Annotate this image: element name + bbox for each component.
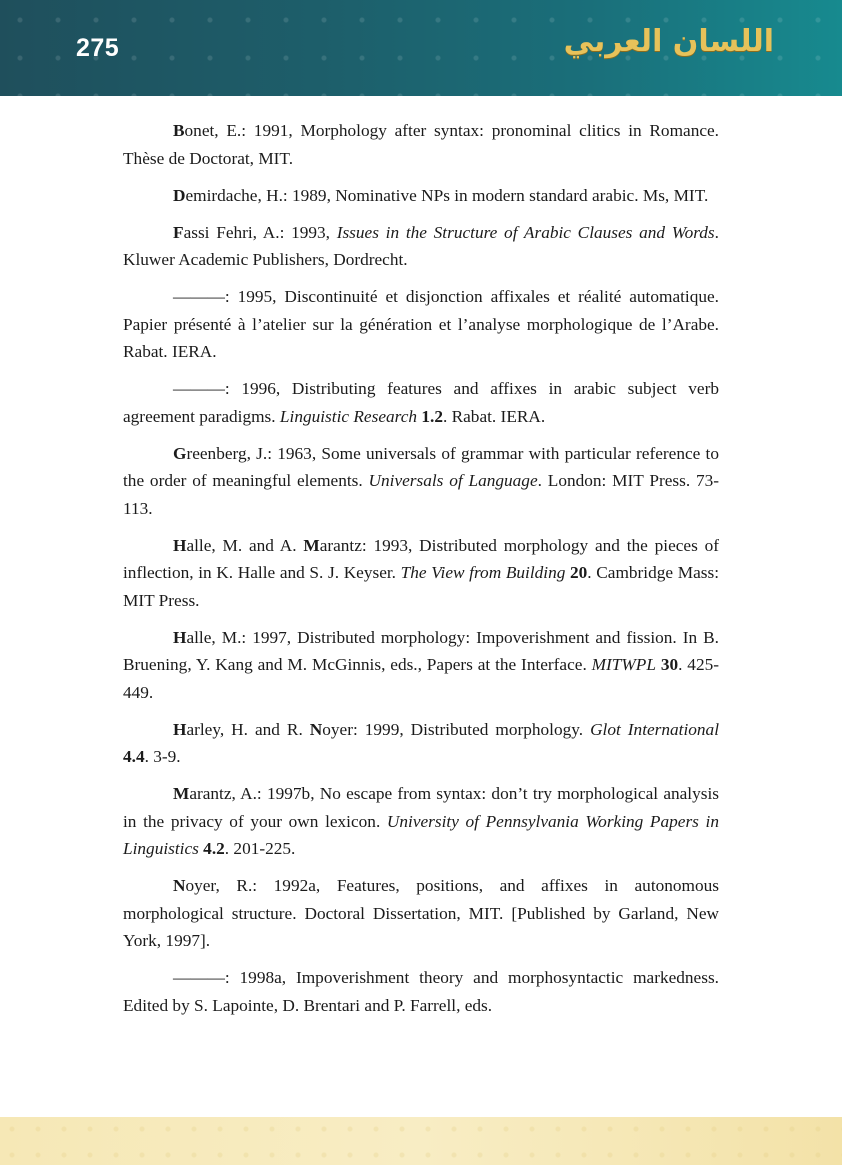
footer-pattern [0, 1117, 842, 1165]
page-footer [0, 1117, 842, 1165]
page-header [0, 0, 842, 96]
reference-entry: Harley, H. and R. Noyer: 1999, Distributed morphology. Glot International 4.4. 3-9. [123, 719, 719, 766]
journal-logo: اللسان العربي [563, 24, 774, 59]
references-list [123, 117, 719, 1029]
reference-entry: Marantz, A.: 1997b, No escape from syntax: don’t try morphological analysis in the privacy of your own lexicon. University of Pennsylvania Working Papers in Linguistics 4.2. 201-225. [123, 784, 719, 858]
reference-entry: Bonet, E.: 1991, Morphology after syntax: pronominal clitics in Romance. Thèse de Doctorat, MIT. [123, 121, 719, 168]
reference-entry: Halle, M. and A. Marantz: 1993, Distributed morphology and the pieces of inflection, in K. Halle and S. J. Keyser. The View from Building 20. Cambridge Mass: MIT Press. [123, 535, 719, 610]
reference-entry: ———: 1998a, Impoverishment theory and morphosyntactic markedness. Edited by S. Lapointe, D. Brentari and P. Farrell, eds. [123, 968, 719, 1015]
reference-entry: Greenberg, J.: 1963, Some universals of grammar with particular reference to the order of meaningful elements. Universals of Language. London: MIT Press. 73-113. [123, 443, 719, 518]
page-number: 275 [76, 34, 120, 62]
reference-entry: Noyer, R.: 1992a, Features, positions, and affixes in autonomous morphological structure. Doctoral Dissertation, MIT. [Published by Garland, New York, 1997]. [123, 876, 719, 950]
reference-entry: ———: 1995, Discontinuité et disjonction affixales et réalité automatique. Papier présenté à l’atelier sur la génération et l’analyse morphologique de l’Arabe. Rabat. IERA. [123, 287, 719, 361]
reference-entry: Demirdache, H.: 1989, Nominative NPs in modern standard arabic. Ms, MIT. [173, 185, 709, 205]
reference-entry: Fassi Fehri, A.: 1993, Issues in the Structure of Arabic Clauses and Words. Kluwer Academic Publishers, Dordrecht. [123, 222, 719, 269]
reference-entry: ———: 1996, Distributing features and affixes in arabic subject verb agreement paradigms. Linguistic Research 1.2. Rabat. IERA. [123, 379, 719, 426]
reference-entry: Halle, M.: 1997, Distributed morphology: Impoverishment and fission. In B. Bruening, Y. Kang and M. McGinnis, eds., Papers at the Interface. MITWPL 30. 425-449. [123, 627, 719, 702]
